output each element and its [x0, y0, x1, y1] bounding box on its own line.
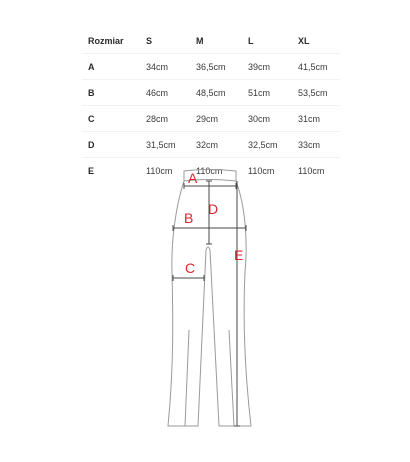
table-cell: 28cm: [140, 106, 190, 132]
table-cell: 53,5cm: [292, 80, 340, 106]
table-cell: 110cm: [248, 165, 275, 176]
table-cell: 110cm: [146, 165, 173, 176]
table-cell: 110cm: [196, 165, 223, 176]
diagram-label-d: D: [208, 201, 219, 217]
table-cell: 32,5cm: [242, 132, 292, 158]
table-cell: 110cm: [298, 165, 325, 176]
table-cell: 31,5cm: [140, 132, 190, 158]
table-cell: 51cm: [242, 80, 292, 106]
left-hem-slit: [185, 330, 189, 426]
table-cell: 48,5cm: [190, 80, 242, 106]
table-cell: 34cm: [140, 54, 190, 80]
table-cell: 33cm: [292, 132, 340, 158]
crotch-seam: [206, 247, 210, 250]
diagram-label-b: B: [184, 210, 194, 226]
row-label: D: [82, 132, 140, 158]
row-label: E: [88, 165, 95, 176]
table-cell: 36,5cm: [190, 54, 242, 80]
diagram-label-e: E: [234, 247, 244, 263]
row-label: B: [82, 80, 140, 106]
row-label: C: [82, 106, 140, 132]
table-cell: 32cm: [190, 132, 242, 158]
header-l: L: [242, 28, 292, 54]
table-cell: 31cm: [292, 106, 340, 132]
header-size: Rozmiar: [82, 28, 140, 54]
diagram-label-c: C: [185, 260, 196, 276]
right-leg-outline: [210, 181, 251, 426]
header-s: S: [140, 28, 190, 54]
header-m: M: [190, 28, 242, 54]
right-hem-slit: [229, 330, 234, 426]
table-cell: 41,5cm: [292, 54, 340, 80]
row-label: A: [82, 54, 140, 80]
table-cell: 29cm: [190, 106, 242, 132]
table-cell: 30cm: [242, 106, 292, 132]
diagram-label-a: A: [188, 170, 198, 186]
header-xl: XL: [292, 28, 340, 54]
table-cell: 46cm: [140, 80, 190, 106]
table-cell: 39cm: [242, 54, 292, 80]
